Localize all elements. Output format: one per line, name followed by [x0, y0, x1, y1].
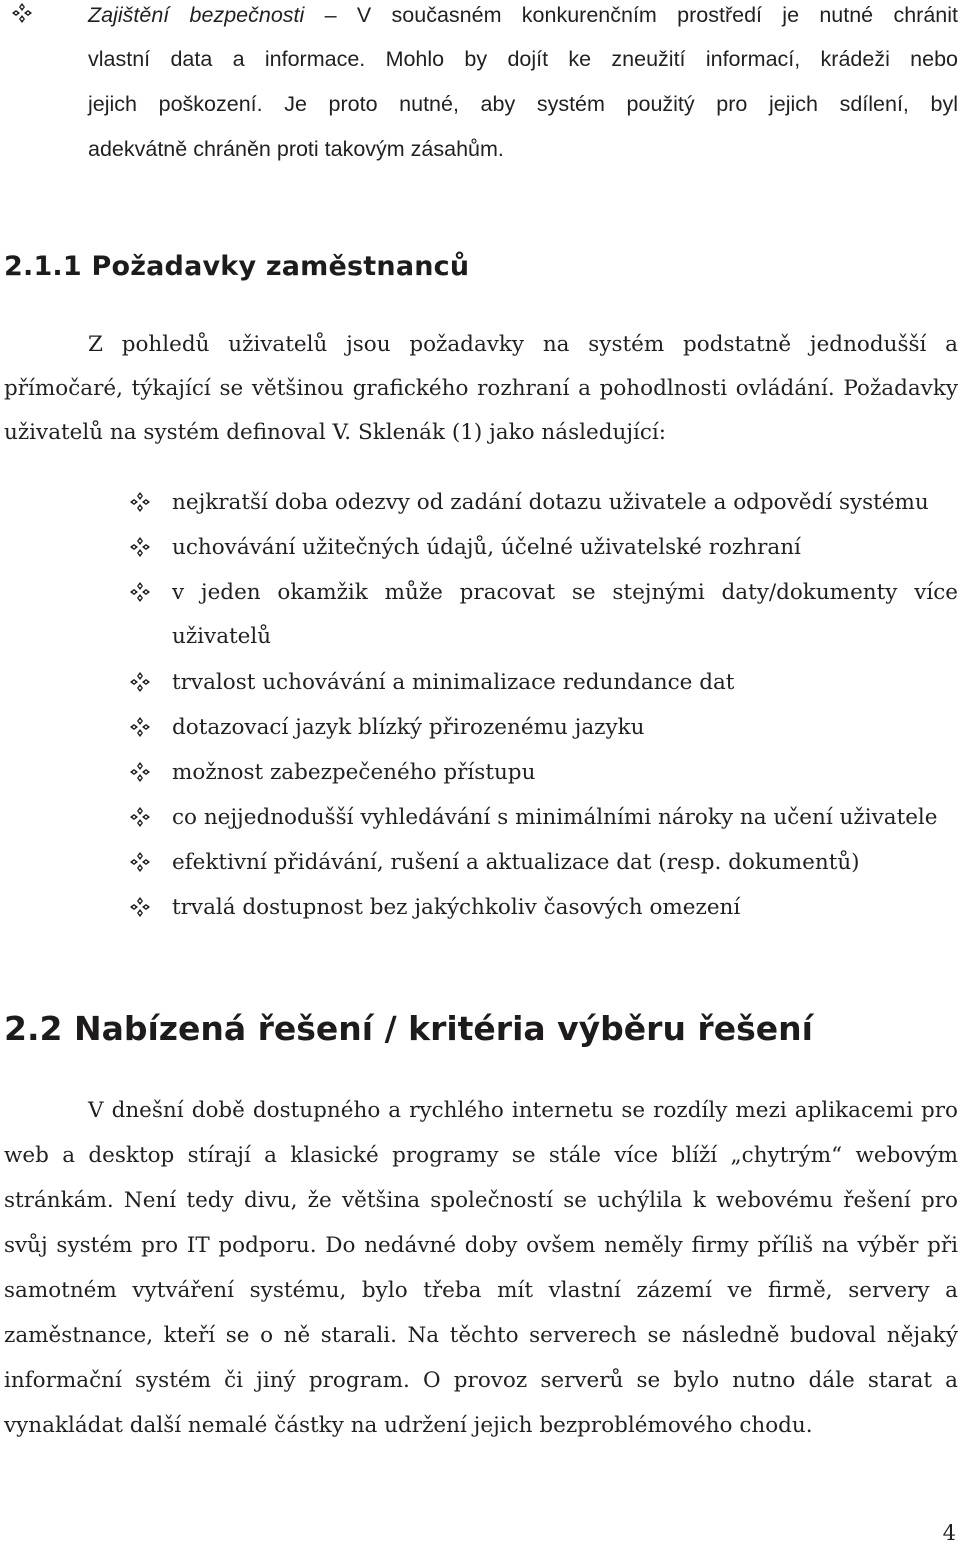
four-diamond-bullet-icon [129, 851, 151, 873]
list-item: co nejjednodušší vyhledávání s minimálními nároky na učení uživatele [172, 805, 938, 830]
list-item: efektivní přidávání, rušení a aktualizace dat (resp. dokumentů) [172, 850, 860, 875]
list-item-continuation: uživatelů [172, 624, 272, 649]
four-diamond-bullet-icon [129, 536, 151, 558]
para-22-line8: vynakládat další nemalé částky na udržení jejich bezproblémového chodu. [4, 1413, 813, 1438]
list-item: trvalá dostupnost bez jakýchkoliv časových omezení [172, 895, 741, 920]
four-diamond-bullet-icon [129, 716, 151, 738]
four-diamond-bullet-icon [129, 806, 151, 828]
four-diamond-bullet-icon [129, 896, 151, 918]
four-diamond-bullet-icon [129, 581, 151, 603]
four-diamond-bullet-icon [11, 2, 33, 24]
top-item-line3: jejich poškození. Je proto nutné, aby systém použitý pro jejich sdílení, byl [88, 92, 958, 116]
top-item-line1-rest: V současném konkurenčním prostředí je nutné chránit [356, 3, 958, 27]
para-22-line7: informační systém či jiný program. O provoz serverů se bylo nutno dále starat a [4, 1368, 958, 1393]
page-number: 4 [942, 1521, 956, 1545]
section-heading-2-1-1: 2.1.1 Požadavky zaměstnanců [4, 251, 470, 282]
four-diamond-bullet-icon [129, 761, 151, 783]
top-item-italic-label: Zajištění bezpečnosti [88, 3, 305, 27]
para-22-line4: svůj systém pro IT podporu. Do nedávné doby ovšem neměly firmy příliš na výběr při [4, 1233, 958, 1258]
list-item: v jeden okamžik může pracovat se stejnými daty/dokumenty více [172, 580, 958, 605]
list-item: uchovávání užitečných údajů, účelné uživatelské rozhraní [172, 535, 801, 560]
para-22-line6: zaměstnance, kteří se o ně starali. Na těchto serverech se následně budoval nějaký [4, 1323, 958, 1348]
top-item-dash: – [324, 3, 337, 27]
para-22-line1: V dnešní době dostupného a rychlého internetu se rozdíly mezi aplikacemi pro [88, 1098, 958, 1123]
para-211-line1: Z pohledů uživatelů jsou požadavky na systém podstatně jednodušší a [88, 332, 958, 357]
list-item: nejkratší doba odezvy od zadání dotazu uživatele a odpovědí systému [172, 490, 929, 515]
top-item-line4: adekvátně chráněn proti takovým zásahům. [88, 137, 504, 161]
para-211-line2: přímočaré, týkající se většinou grafického rozhraní a pohodlnosti ovládání. Požadavky [4, 376, 958, 401]
para-22-line2: web a desktop stírají a klasické programy se stále více blíží „chytrým“ webovým [4, 1143, 958, 1168]
para-22-line5: samotném vytváření systému, bylo třeba mít vlastní zázemí ve firmě, servery a [4, 1278, 958, 1303]
para-211-line3: uživatelů na systém definoval V. Sklenák (1) jako následující: [4, 420, 667, 445]
top-item-line1 [88, 0, 958, 30]
list-item: možnost zabezpečeného přístupu [172, 760, 536, 785]
list-item: dotazovací jazyk blízký přirozenému jazyku [172, 715, 645, 740]
list-item: trvalost uchovávání a minimalizace redundance dat [172, 670, 735, 695]
four-diamond-bullet-icon [129, 671, 151, 693]
section-heading-2-2: 2.2 Nabízená řešení / kritéria výběru řešení [4, 1009, 813, 1048]
top-item-line2: vlastní data a informace. Mohlo by dojít ke zneužití informací, krádeži nebo [88, 47, 958, 71]
para-22-line3: stránkám. Není tedy divu, že většina společností se uchýlila k webovému řešení pro [4, 1188, 958, 1213]
four-diamond-bullet-icon [129, 491, 151, 513]
